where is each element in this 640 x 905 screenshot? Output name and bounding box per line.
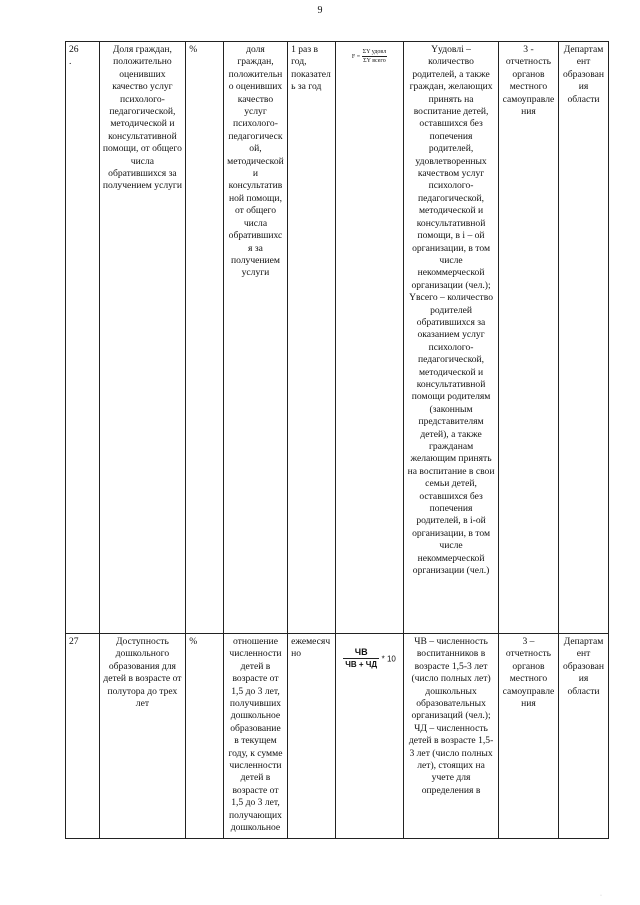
indicators-table bbox=[65, 41, 609, 839]
formula-eq: = bbox=[356, 53, 361, 60]
formula-cell bbox=[335, 634, 403, 839]
row-number: 27 bbox=[66, 634, 100, 839]
source-cell: 3 - отчетность органов местного самоуправления bbox=[498, 42, 558, 634]
formula-numerator: ΣY удовл bbox=[362, 49, 387, 55]
formula bbox=[339, 646, 400, 672]
periodicity-cell: ежемесячно bbox=[288, 634, 336, 839]
formula bbox=[339, 48, 400, 65]
formula-fraction bbox=[343, 646, 379, 672]
variable-description: ЧВ – численность воспитанников в возрасте 1,5-3 лет (число полных лет) дошкольных образовательных организаций (чел.); bbox=[411, 636, 491, 722]
unit-cell: % bbox=[186, 42, 224, 634]
periodicity-cell: 1 раз в год, показатель за год bbox=[288, 42, 336, 634]
formula-prefix: F bbox=[351, 53, 356, 60]
scan-mark: · bbox=[600, 893, 602, 899]
formula-fraction bbox=[362, 48, 388, 65]
indicator-name: Доля граждан, положительно оценивших качество услуг психолого-педагогической, методической и консультативной помощи, от общего числа обратившихся за получением услуги bbox=[99, 42, 186, 634]
variable-description: ЧД – численность детей в возрасте 1,5-3 лет (число полных лет), стоящих на учете для определения в bbox=[408, 722, 494, 796]
row-number: 26 . bbox=[66, 42, 100, 634]
page-number: 9 bbox=[317, 5, 323, 16]
table-row bbox=[66, 634, 609, 839]
indicator-name: Доступность дошкольного образования для детей в возрасте от полутора до трех лет bbox=[99, 634, 186, 839]
responsible-cell: Департамент образования области bbox=[559, 634, 609, 839]
formula-numerator: ЧВ bbox=[343, 646, 379, 659]
formula-denominator: ЧВ + ЧД bbox=[345, 660, 378, 670]
source-cell: 3 – отчетность органов местного самоуправления bbox=[498, 634, 558, 839]
formula-denominator: ΣY всего bbox=[363, 58, 386, 64]
unit-cell: % bbox=[186, 634, 224, 839]
variables-cell bbox=[404, 42, 499, 634]
variable-description: Yудовлi – количество родителей, а также граждан, желающих принять на воспитание детей, оставшихся без попечения родителей, удовлетворенных качеством услуг психолого-педагогической, методической и консультативной помощи, в i – ой организации, в том числе некоммерческой организации (чел.); bbox=[409, 44, 493, 291]
definition-cell: отношение численности детей в возрасте от 1,5 до 3 лет, получивших дошкольное образование в текущем году, к сумме численности детей в возрасте от 1,5 до 3 лет, получающих дошкольное bbox=[223, 634, 287, 839]
formula-multiplier: * 10 bbox=[381, 654, 396, 664]
definition-cell: доля граждан, положительно оценивших качество услуг психолого-педагогической, методической и консультативной помощи, от общего числа обратившихся за получением услуги bbox=[223, 42, 287, 634]
responsible-cell: Департамент образования области bbox=[559, 42, 609, 634]
formula-cell bbox=[335, 42, 403, 634]
variable-description: Yвсего – количество родителей обратившихся за оказанием услуг психолого-педагогической, методической и консультативной помощи родителям (законным представителям детей), а также гражданам желающим принять на воспитание в свои семьи детей, оставшихся без попечения родителей, в i-ой организации, в том числе некоммерческой организации (чел.) bbox=[407, 292, 495, 577]
variables-cell bbox=[404, 634, 499, 839]
table-row bbox=[66, 42, 609, 634]
